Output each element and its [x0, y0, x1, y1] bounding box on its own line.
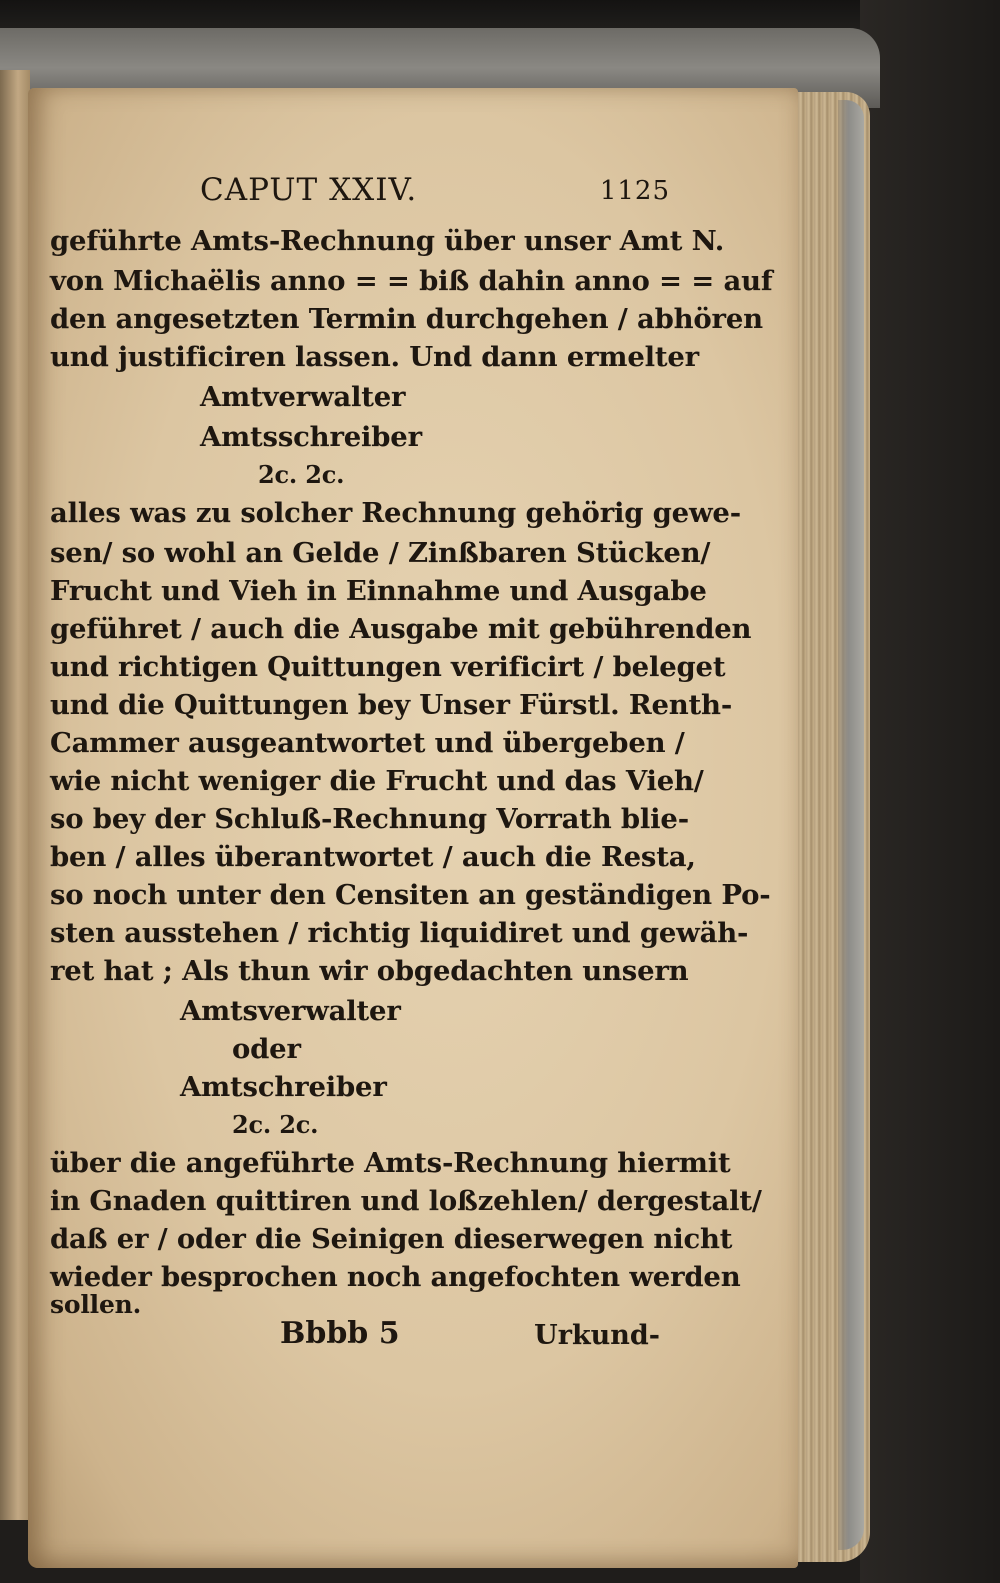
text-line: 2c. 2c. [232, 1110, 319, 1139]
background-right [860, 0, 1000, 1583]
text-line: oder [232, 1033, 301, 1065]
text-line: Amtsverwalter [180, 995, 401, 1027]
text-line: ret hat ; Als thun wir obgedachten unsern [50, 955, 689, 987]
text-line: Cammer ausgeantwortet und übergeben / [50, 727, 685, 759]
running-head: CAPUT XXIV. [200, 172, 418, 208]
text-line: sollen. [50, 1290, 142, 1319]
text-line: geführte Amts-Rechnung über unser Amt N. [50, 225, 725, 257]
text-line: Frucht und Vieh in Einnahme und Ausgabe [50, 575, 707, 607]
page-number: 1125 [599, 176, 670, 206]
text-line: Amtschreiber [180, 1071, 387, 1103]
facing-page-edge [0, 70, 30, 1520]
page-footer [280, 1316, 660, 1366]
text-line: 2c. 2c. [258, 460, 345, 489]
text-line: ben / alles überantwortet / auch die Resta, [50, 841, 696, 873]
text-line: so bey der Schluß-Rechnung Vorrath blie- [50, 803, 689, 835]
page-header [200, 172, 670, 218]
text-line: wie nicht weniger die Frucht und das Vieh/ [50, 765, 704, 797]
catchword: Urkund- [534, 1320, 660, 1351]
text-line: über die angeführte Amts-Rechnung hiermit [50, 1147, 731, 1179]
text-line: alles was zu solcher Rechnung gehörig gewe- [50, 497, 741, 529]
text-line: in Gnaden quittiren und loßzehlen/ dergestalt/ [50, 1185, 762, 1217]
text-line: Amtsschreiber [200, 421, 422, 453]
text-line: wieder besprochen noch angefochten werden [50, 1261, 741, 1293]
text-line: daß er / oder die Seinigen dieserwegen nicht [50, 1223, 733, 1255]
text-line: den angesetzten Termin durchgehen / abhören [50, 303, 763, 335]
text-line: Amtverwalter [200, 381, 406, 413]
signature-mark: Bbbb 5 [280, 1316, 400, 1351]
text-line: geführet / auch die Ausgabe mit gebührenden [50, 613, 752, 645]
text-line: so noch unter den Censiten an geständigen Po- [50, 879, 771, 911]
text-line: sten ausstehen / richtig liquidiret und gewäh- [50, 917, 749, 949]
text-line: sen/ so wohl an Gelde / Zinßbaren Stücken/ [50, 537, 711, 569]
text-line: und richtigen Quittungen verificirt / beleget [50, 651, 726, 683]
book-cover-edge [838, 100, 864, 1550]
text-line: und die Quittungen bey Unser Fürstl. Renth- [50, 689, 733, 721]
text-line: und justificiren lassen. Und dann ermelter [50, 341, 699, 373]
text-line: von Michaëlis anno = = biß dahin anno = = auf [50, 265, 773, 297]
